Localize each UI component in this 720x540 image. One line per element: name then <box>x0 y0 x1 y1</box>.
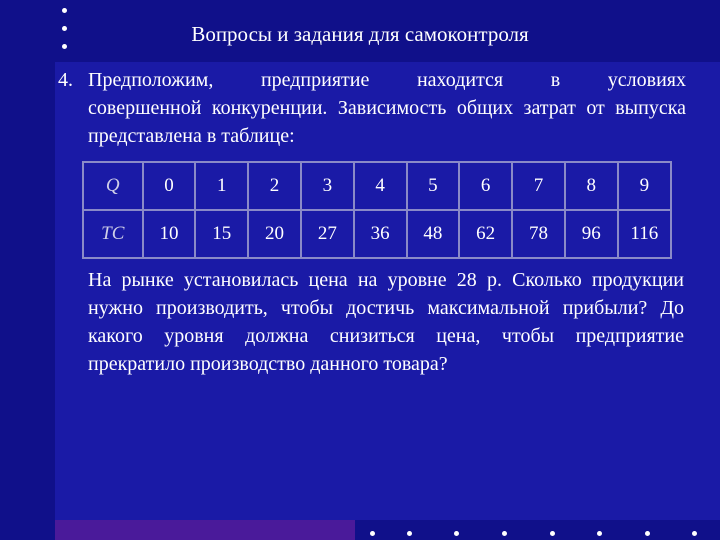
table-row-tc <box>83 210 671 258</box>
table-cell: 27 <box>301 210 354 258</box>
table-cell: 36 <box>354 210 407 258</box>
question-text: совершенной конкуренции. Зависимость общих затрат от выпуска представлена в таблице: <box>88 97 686 147</box>
table-cell: 5 <box>407 162 460 210</box>
dot <box>502 531 507 536</box>
table-cell: 78 <box>512 210 565 258</box>
dot <box>454 531 459 536</box>
table-cell: 116 <box>618 210 671 258</box>
dot <box>692 531 697 536</box>
question-block <box>58 66 686 150</box>
dot <box>550 531 555 536</box>
question-word: в <box>550 69 561 91</box>
table-cell: 2 <box>248 162 301 210</box>
question-first-line <box>88 66 686 94</box>
question-word: предприятие <box>260 69 370 91</box>
table-cell: 15 <box>195 210 248 258</box>
question-word: условиях <box>607 69 686 91</box>
row-header-q: Q <box>83 162 143 210</box>
table-cell: 20 <box>248 210 301 258</box>
table-cell: 8 <box>565 162 618 210</box>
table-cell: 62 <box>459 210 512 258</box>
dot <box>62 8 67 13</box>
table-cell: 6 <box>459 162 512 210</box>
table-row-q <box>83 162 671 210</box>
dot <box>645 531 650 536</box>
table-cell: 96 <box>565 210 618 258</box>
table-cell: 48 <box>407 210 460 258</box>
table-cell: 3 <box>301 162 354 210</box>
question-number: 4. <box>58 69 73 91</box>
table-cell: 7 <box>512 162 565 210</box>
dot <box>370 531 375 536</box>
question-word: Предположим, <box>88 69 214 91</box>
task-text: На рынке установилась цена на уровне 28 р. Сколько продукции нужно производить, чтобы достичь максимальной прибыли? До какого уровня должна снизиться цена, чтобы предприятие прекратило производство данного товара? <box>88 269 684 375</box>
page-title: Вопросы и задания для самоконтроля <box>191 22 529 46</box>
question-word: находится <box>416 69 504 91</box>
row-header-tc: TC <box>83 210 143 258</box>
table-cell: 4 <box>354 162 407 210</box>
cost-table <box>82 161 672 259</box>
dot <box>407 531 412 536</box>
table-cell: 1 <box>195 162 248 210</box>
decorative-band <box>55 520 355 540</box>
table-cell: 0 <box>143 162 196 210</box>
table-cell: 9 <box>618 162 671 210</box>
dot <box>597 531 602 536</box>
table-cell: 10 <box>143 210 196 258</box>
